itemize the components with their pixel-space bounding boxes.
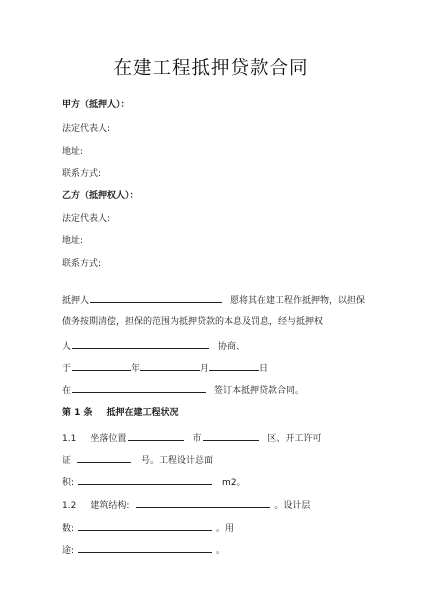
usage-label: 途: xyxy=(62,546,75,556)
clause-1-1-line-2 xyxy=(62,453,213,467)
party-a-address: 地址: xyxy=(62,147,84,157)
floors-count-label: 数: xyxy=(62,524,75,534)
article-1-heading xyxy=(62,407,179,419)
party-a-contact: 联系方式: xyxy=(62,169,102,179)
intro-signing-text: 签订本抵押贷款合同。 xyxy=(214,386,305,396)
intro-pledge-text: 愿将其在建工程作抵押物，以担保 xyxy=(230,296,366,306)
usage-label-start: 。用 xyxy=(216,524,235,534)
party-b-heading: 乙方（抵押权人）： xyxy=(62,191,139,201)
city-blank[interactable] xyxy=(203,431,259,441)
party-b-address: 地址: xyxy=(62,236,84,246)
intro-mortgagor-label: 抵押人 xyxy=(62,296,90,306)
party-b-contact: 联系方式: xyxy=(62,259,102,269)
intro-mortgagee-label: 人 xyxy=(62,342,72,352)
location-label: 坐落位置 xyxy=(90,434,127,444)
mortgagee-name-blank[interactable] xyxy=(72,339,209,349)
party-a-heading: 甲方（抵押人）： xyxy=(62,100,130,110)
year-blank[interactable] xyxy=(72,361,131,371)
area-unit: m2。 xyxy=(222,478,246,488)
year-label: 年 xyxy=(131,364,141,374)
document-title: 在建工程抵押贷款合同 xyxy=(113,58,309,79)
usage-end: 。 xyxy=(216,546,226,556)
intro-date-prefix: 于 xyxy=(62,364,72,374)
permit-number-blank[interactable] xyxy=(77,453,131,463)
district-label: 区、开工许可 xyxy=(267,434,322,444)
usage-blank[interactable] xyxy=(78,543,212,553)
article-1-number: 第 1 条 xyxy=(62,408,93,418)
intro-line-1 xyxy=(62,293,365,307)
intro-line-5 xyxy=(62,383,304,397)
floors-label: 。设计层 xyxy=(274,501,311,511)
party-b-representative: 法定代表人: xyxy=(62,214,111,224)
permit-number-text: 号。工程设计总面 xyxy=(141,456,214,466)
party-a-representative: 法定代表人: xyxy=(62,124,111,134)
structure-blank[interactable] xyxy=(136,498,270,508)
location-blank[interactable] xyxy=(128,431,184,441)
month-blank[interactable] xyxy=(140,361,200,371)
intro-line-2: 债务按期清偿，担保的范围为抵押贷款的本息及罚息，经与抵押权 xyxy=(62,317,324,327)
clause-1-2-number: 1.2 xyxy=(62,501,77,511)
month-label: 月 xyxy=(200,364,210,374)
clause-1-1-number: 1.1 xyxy=(62,434,77,444)
day-blank[interactable] xyxy=(209,361,259,371)
intro-consult-text: 协商、 xyxy=(218,342,246,352)
mortgagor-name-blank[interactable] xyxy=(90,293,222,303)
signing-place-blank[interactable] xyxy=(72,383,206,393)
total-area-blank[interactable] xyxy=(78,475,212,485)
structure-label: 建筑结构: xyxy=(90,501,130,511)
intro-place-prefix: 在 xyxy=(62,386,72,396)
article-1-title: 抵押在建工程状况 xyxy=(106,408,179,418)
area-label: 积: xyxy=(62,478,75,488)
clause-1-1-line-1 xyxy=(62,431,321,445)
clause-1-2-line-1 xyxy=(62,498,310,512)
day-label: 日 xyxy=(259,364,269,374)
clause-1-2-line-3 xyxy=(62,543,225,557)
floors-blank[interactable] xyxy=(78,521,212,531)
intro-line-3 xyxy=(62,339,245,353)
clause-1-1-line-3 xyxy=(62,475,246,489)
permit-label: 证 xyxy=(62,456,72,466)
clause-1-2-line-2 xyxy=(62,521,234,535)
intro-line-4 xyxy=(62,361,268,375)
city-label: 市 xyxy=(192,434,202,444)
